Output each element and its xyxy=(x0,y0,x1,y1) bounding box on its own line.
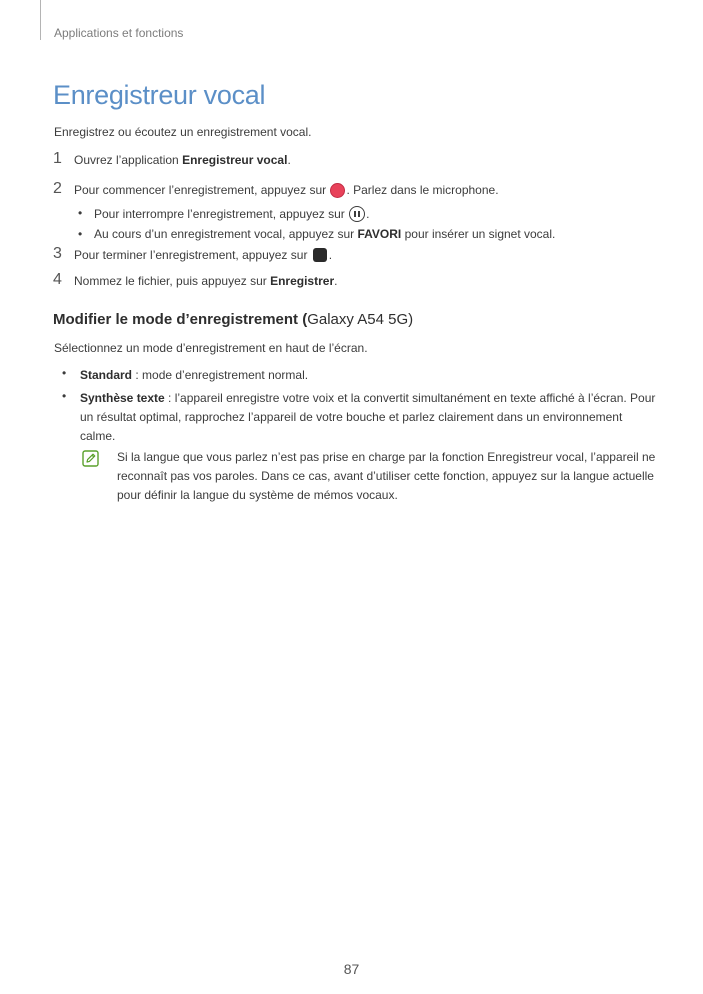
step-3 xyxy=(53,245,333,263)
note-text: Si la langue que vous parlez n’est pas prise en charge par la fonction Enregistreur vocal, l’appareil ne reconnaît pas vos paroles. Dans ce cas, avant d’utiliser cette fonction, appuyez sur la langue actuelle pour définir la langue du système de mémos vocaux. xyxy=(117,450,656,502)
step-4 xyxy=(53,271,338,289)
bullet-text: Standard : mode d’enregistrement normal. xyxy=(80,368,309,382)
step-text: Ouvrez l’application Enregistreur vocal. xyxy=(74,153,291,167)
favori-label: FAVORI xyxy=(357,227,402,241)
page-title: Enregistreur vocal xyxy=(53,80,266,110)
section-title: Modifier le mode d’enregistrement (Galaxy A54 5G) xyxy=(53,311,414,328)
step-number: 2 xyxy=(53,180,62,197)
corner-mark xyxy=(40,0,41,40)
step-number: 1 xyxy=(53,150,62,167)
section-header: Applications et fonctions xyxy=(54,26,184,40)
app-name: Enregistreur vocal xyxy=(182,153,288,167)
bullet-text: Synthèse texte : l’appareil enregistre votre voix et la convertit simultanément en texte affiché à l’écran. Pour un résultat optimal, rapprochez l’appareil de votre bouche et parlez clairement dans un environnement calme. xyxy=(80,391,656,443)
step-text: Pour terminer l’enregistrement, appuyez sur . xyxy=(74,248,333,262)
bullet-text: Au cours d’un enregistrement vocal, appuyez sur FAVORI pour insérer un signet vocal. xyxy=(94,227,556,241)
stop-icon xyxy=(313,248,327,262)
step-text: Nommez le fichier, puis appuyez sur Enregistrer. xyxy=(74,274,338,288)
step-number: 3 xyxy=(53,245,62,262)
step-2 xyxy=(53,180,499,198)
step-number: 4 xyxy=(53,271,62,288)
pause-icon xyxy=(349,206,365,222)
section-intro: Sélectionnez un mode d’enregistrement en haut de l’écran. xyxy=(54,341,368,355)
note-pencil-icon xyxy=(82,450,99,467)
step-1 xyxy=(53,150,291,168)
intro-text: Enregistrez ou écoutez un enregistrement vocal. xyxy=(54,125,312,139)
step-text: Pour commencer l’enregistrement, appuyez sur . Parlez dans le microphone. xyxy=(74,183,499,197)
record-icon xyxy=(330,183,345,198)
page-number: 87 xyxy=(343,961,360,977)
bullet-text: Pour interrompre l’enregistrement, appuyez sur . xyxy=(94,207,370,221)
save-label: Enregistrer xyxy=(270,274,335,288)
